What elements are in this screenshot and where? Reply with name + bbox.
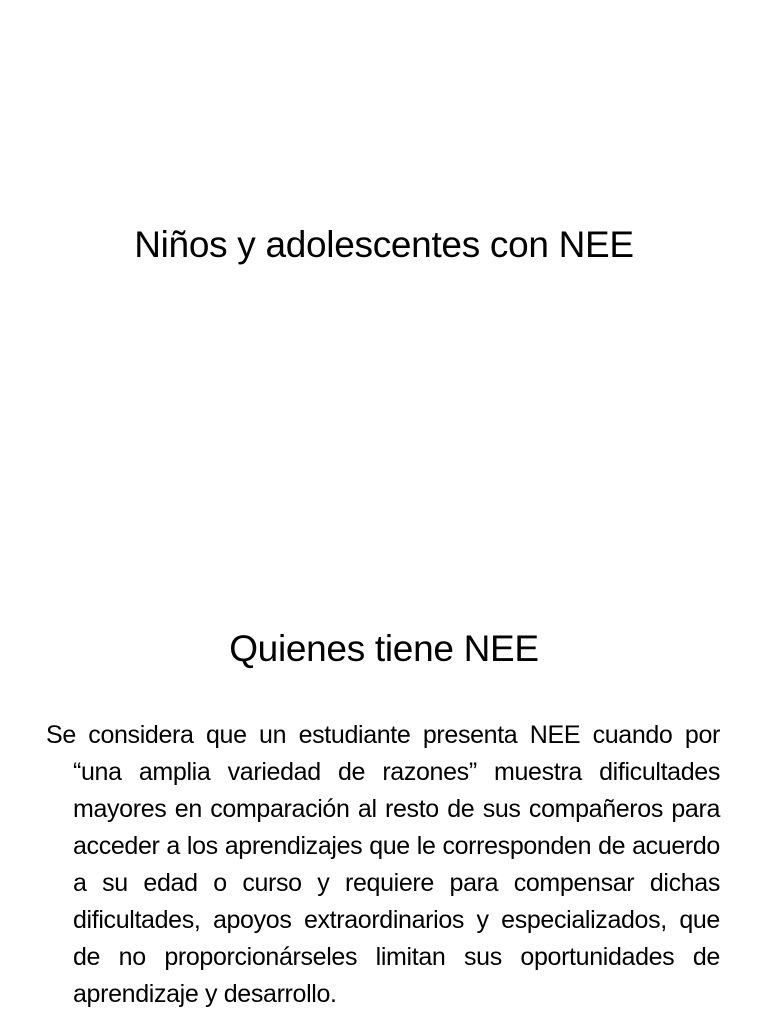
slide-1-title: Niños y adolescentes con NEE [134,224,634,265]
slide-2-title: Quienes tiene NEE [229,628,539,669]
slide-2-body-text: Se considera que un estudiante presenta NEE cuando por “una amplia variedad de razones” muestra dificultades mayores en comparación al resto de sus compañeros para acceder a los aprendizajes que le corresponden de acuerdo a su edad o curso y requiere para compensar dichas dificultades, apoyos extraordinarios y especializados, que de no proporcionárseles limitan sus oportunidades de aprendizaje y desarrollo. [46,721,720,1008]
slide-content-page [0,576,768,1024]
